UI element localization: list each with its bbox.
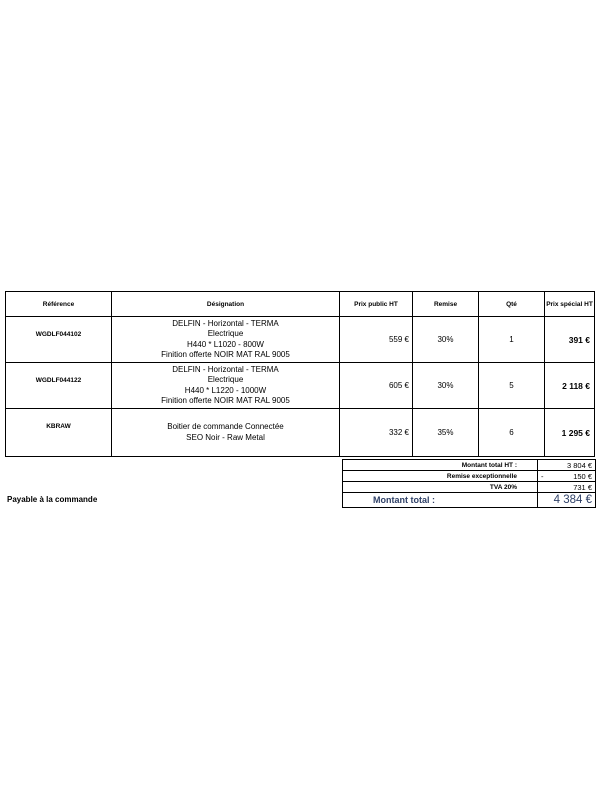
total-ht-label: Montant total HT :: [343, 460, 538, 471]
remise-value: 150 €: [573, 471, 592, 481]
row-public-price: 605 €: [340, 363, 413, 409]
payable-note: Payable à la commande: [7, 495, 98, 504]
header-designation: Désignation: [112, 292, 340, 317]
header-public-price: Prix public HT: [340, 292, 413, 317]
designation-line: DELFIN - Horizontal - TERMA: [172, 364, 279, 374]
row-public-price: 559 €: [340, 317, 413, 363]
table-row: [6, 363, 595, 409]
row-reference: WGDLF044102: [6, 317, 112, 363]
grand-total-value: 4 384 €: [538, 493, 596, 508]
remise-sign: -: [541, 471, 544, 481]
row-reference: WGDLF044122: [6, 363, 112, 409]
row-quantity: 5: [479, 363, 545, 409]
row-designation: [112, 409, 340, 457]
row-designation: [112, 317, 340, 363]
row-quantity: 1: [479, 317, 545, 363]
row-discount: 30%: [413, 317, 479, 363]
tva-value: 731 €: [538, 482, 596, 493]
designation-line: DELFIN - Horizontal - TERMA: [172, 318, 279, 328]
remise-row: [343, 471, 596, 482]
totals-table: [342, 459, 596, 508]
row-designation: [112, 363, 340, 409]
header-special-price: Prix spécial HT: [545, 292, 595, 317]
table-row: [6, 317, 595, 363]
designation-line: Finition offerte NOIR MAT RAL 9005: [161, 349, 290, 359]
designation-line: SEO Noir - Raw Metal: [186, 432, 265, 442]
quote-table: [5, 291, 595, 457]
designation-line: Electrique: [207, 329, 244, 339]
remise-label: Remise exceptionnelle: [343, 471, 538, 482]
row-public-price: 332 €: [340, 409, 413, 457]
table-header-row: [6, 292, 595, 317]
row-discount: 35%: [413, 409, 479, 457]
designation-line: H440 * L1020 - 800W: [187, 339, 264, 349]
row-special-price: 391 €: [545, 317, 595, 363]
grand-total-row: [343, 493, 596, 508]
designation-line: Finition offerte NOIR MAT RAL 9005: [161, 395, 290, 405]
total-ht-value: 3 804 €: [538, 460, 596, 471]
grand-total-label: Montant total :: [343, 493, 538, 508]
designation-line: Electrique: [207, 375, 244, 385]
header-discount: Remise: [413, 292, 479, 317]
table-row: [6, 409, 595, 457]
tva-row: [343, 482, 596, 493]
header-quantity: Qté: [479, 292, 545, 317]
row-reference: KBRAW: [6, 409, 112, 457]
total-ht-row: [343, 460, 596, 471]
header-reference: Référence: [6, 292, 112, 317]
designation-line: H440 * L1220 - 1000W: [184, 385, 267, 395]
tva-label: TVA 20%: [343, 482, 538, 493]
row-quantity: 6: [479, 409, 545, 457]
row-special-price: 1 295 €: [545, 409, 595, 457]
designation-line: Boitier de commande Connectée: [167, 422, 284, 432]
row-discount: 30%: [413, 363, 479, 409]
row-special-price: 2 118 €: [545, 363, 595, 409]
remise-value-cell: [538, 471, 596, 482]
